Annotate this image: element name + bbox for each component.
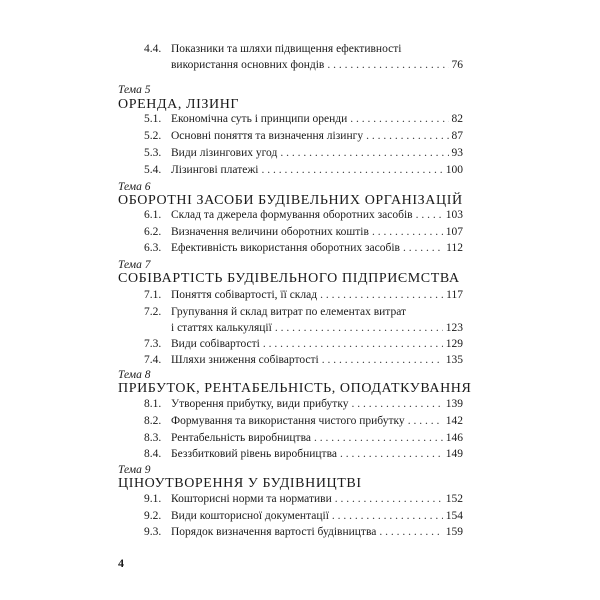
toc-entry-page: 154 xyxy=(445,510,463,522)
toc-entry-page: 152 xyxy=(445,493,463,505)
toc-entry xyxy=(144,207,463,223)
toc-entry xyxy=(144,446,463,462)
toc-entry-text: Ефективність використання оборотних засобів xyxy=(171,242,400,254)
toc-entry-number: 7.3. xyxy=(144,338,162,350)
leader-dots xyxy=(314,430,443,446)
section-label: Тема 9 xyxy=(118,464,151,476)
toc-entry xyxy=(144,413,463,429)
toc-entry-4-4 xyxy=(144,41,463,73)
leader-dots xyxy=(327,57,448,73)
toc-entry-text: Види кошторисної документації xyxy=(171,510,329,522)
leader-dots xyxy=(416,207,443,223)
toc-entry-page: 149 xyxy=(445,448,463,460)
leader-dots xyxy=(350,111,448,127)
section-title: ОРЕНДА, ЛІЗИНГ xyxy=(118,97,240,112)
toc-entry-number: 7.2. xyxy=(144,306,162,318)
toc-entry-page: 129 xyxy=(445,338,463,350)
section-title: ПРИБУТОК, РЕНТАБЕЛЬНІСТЬ, ОПОДАТКУВАННЯ xyxy=(118,381,472,396)
toc-entry-text: Економічна суть і принципи оренди xyxy=(171,113,348,125)
toc-entry xyxy=(144,287,463,303)
toc-entry-page: 93 xyxy=(451,147,463,159)
leader-dots xyxy=(403,240,443,256)
toc-entry-number: 6.2. xyxy=(144,226,162,238)
toc-entry-page: 117 xyxy=(446,289,463,301)
toc-entry-page: 159 xyxy=(445,526,463,538)
toc-entry xyxy=(144,352,463,368)
leader-dots xyxy=(372,224,443,240)
toc-entry-number: 6.1. xyxy=(144,209,162,221)
toc-entry xyxy=(144,336,463,352)
toc-entry-text: Визначення величини оборотних коштів xyxy=(171,226,369,238)
toc-entry-page: 82 xyxy=(451,113,463,125)
toc-entry-text: Беззбитковий рівень виробництва xyxy=(171,448,337,460)
section-title: ЦІНОУТВОРЕННЯ У БУДІВНИЦТВІ xyxy=(118,476,362,491)
toc-entry xyxy=(144,524,463,540)
leader-dots xyxy=(280,145,448,161)
toc-entry-text: Шляхи зниження собівартості xyxy=(171,354,319,366)
toc-entry-page: 112 xyxy=(446,242,463,254)
toc-entry-number: 7.1. xyxy=(144,289,162,301)
leader-dots xyxy=(275,320,443,336)
toc-entry-text: Склад та джерела формування оборотних засобів xyxy=(171,209,413,221)
toc-entry-number: 6.3. xyxy=(144,242,162,254)
toc-entry-number: 4.4. xyxy=(144,43,162,55)
toc-entry-text: Формування та використання чистого прибутку xyxy=(171,415,405,427)
toc-entry-page: 87 xyxy=(451,130,463,142)
toc-entry-number: 8.4. xyxy=(144,448,162,460)
leader-dots xyxy=(340,446,443,462)
toc-entry-text: Рентабельність виробництва xyxy=(171,432,311,444)
toc-entry-page: 107 xyxy=(445,226,463,238)
toc-entry xyxy=(144,396,463,412)
toc-entry-text: Лізингові платежі xyxy=(171,164,259,176)
leader-dots xyxy=(263,336,443,352)
toc-entry-text: Групування й склад витрат по елементах витрат xyxy=(171,306,407,318)
toc-entry-text: Утворення прибутку, види прибутку xyxy=(171,398,349,410)
toc-entry xyxy=(144,111,463,127)
leader-dots xyxy=(408,413,443,429)
toc-entry-text: Кошторисні норми та нормативи xyxy=(171,493,332,505)
toc-entry-number: 8.2. xyxy=(144,415,162,427)
toc-entry-number: 5.2. xyxy=(144,130,162,142)
section-title: ОБОРОТНІ ЗАСОБИ БУДІВЕЛЬНИХ ОРГАНІЗАЦІЙ xyxy=(118,193,463,208)
toc-entry xyxy=(144,240,463,256)
toc-entry xyxy=(144,224,463,240)
toc-entry-number: 9.3. xyxy=(144,526,162,538)
toc-entry-page: 146 xyxy=(445,432,463,444)
leader-dots xyxy=(379,524,442,540)
toc-entry-page: 100 xyxy=(445,164,463,176)
toc-entry-number: 8.3. xyxy=(144,432,162,444)
section-label: Тема 5 xyxy=(118,84,151,96)
toc-entry xyxy=(144,508,463,524)
leader-dots xyxy=(366,128,448,144)
toc-entry-text: Види лізингових угод xyxy=(171,147,278,159)
leader-dots xyxy=(320,287,443,303)
toc-entry-page: 123 xyxy=(445,322,463,334)
toc-entry-number: 5.3. xyxy=(144,147,162,159)
toc-entry-text: Види собівартості xyxy=(171,338,260,350)
leader-dots xyxy=(332,508,443,524)
toc-entry xyxy=(144,304,463,336)
toc-entry-page: 142 xyxy=(445,415,463,427)
toc-entry-page: 135 xyxy=(445,354,463,366)
toc-entry-number: 5.1. xyxy=(144,113,162,125)
section-label: Тема 8 xyxy=(118,369,151,381)
toc-entry-text: Поняття собівартості, її склад xyxy=(171,289,318,301)
toc-entry-page: 139 xyxy=(445,398,463,410)
toc-entry-text-cont: використання основних фондів xyxy=(171,59,325,71)
toc-entry-number: 5.4. xyxy=(144,164,162,176)
section-label: Тема 7 xyxy=(118,259,151,271)
toc-entry-text: Основні поняття та визначення лізингу xyxy=(171,130,364,142)
toc-entry xyxy=(144,128,463,144)
leader-dots xyxy=(335,491,443,507)
toc-entry-text-cont: і статтях калькуляції xyxy=(171,322,272,334)
toc-entry-text: Порядок визначення вартості будівництва xyxy=(171,526,377,538)
toc-entry-number: 9.2. xyxy=(144,510,162,522)
toc-entry xyxy=(144,145,463,161)
page-number: 4 xyxy=(118,556,124,570)
leader-dots xyxy=(262,162,443,178)
section-label: Тема 6 xyxy=(118,181,151,193)
toc-entry-number: 8.1. xyxy=(144,398,162,410)
section-title: СОБІВАРТІСТЬ БУДІВЕЛЬНОГО ПІДПРИЄМСТВА xyxy=(118,271,460,286)
toc-entry xyxy=(144,491,463,507)
toc-entry-text: Показники та шляхи підвищення ефективності xyxy=(171,43,402,55)
leader-dots xyxy=(322,352,443,368)
toc-entry-page: 103 xyxy=(445,209,463,221)
toc-entry-page: 76 xyxy=(451,59,463,71)
toc-entry xyxy=(144,430,463,446)
toc-entry-number: 7.4. xyxy=(144,354,162,366)
toc-entry xyxy=(144,162,463,178)
leader-dots xyxy=(352,396,443,412)
toc-entry-number: 9.1. xyxy=(144,493,162,505)
